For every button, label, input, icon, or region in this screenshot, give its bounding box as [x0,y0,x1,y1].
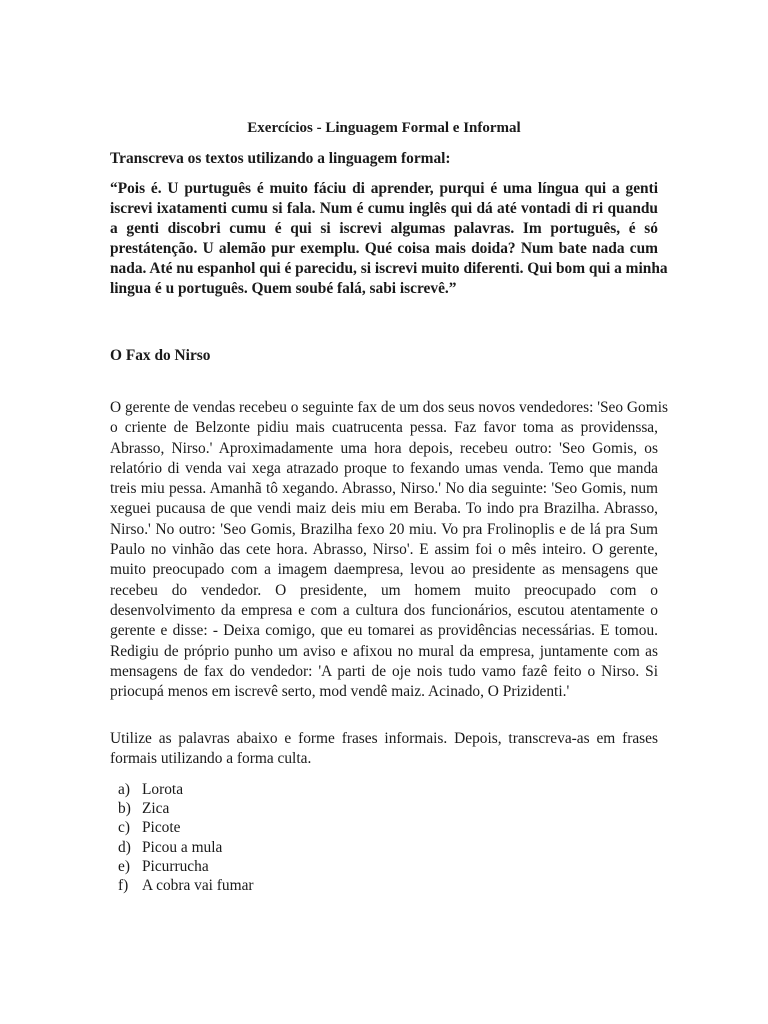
list-item [110,838,254,857]
list-marker: f) [118,877,129,895]
list-item [110,876,254,895]
story-line: Redigiu de próprio punho um aviso e afixou no mural da empresa, juntamente com as [110,642,658,660]
quote-line: nada. Até nu espanhol qui é parecidu, si iscrevi muito diferenti. Qui bom qui a minha [110,260,668,277]
list-item-text: Picou a mula [142,838,223,856]
instruction-line: formais utilizando a forma culta. [110,750,312,767]
list-item-text: A cobra vai fumar [142,877,254,895]
story-line: muito preocupado com a imagem daempresa, levou ao presidente as mensagens que [110,561,658,579]
story-line: gerente e disse: - Deixa comigo, que eu tomarei as providências necessárias. E tomou. [110,622,658,640]
story-line: Abrasso, Nirso.' Aproximadamente uma hora depois, recebeu outro: 'Seo Gomis, os [110,439,658,457]
list-item [110,780,254,799]
quote-line: a genti discobri cumu é qui si iscrevi algumas palavras. Im português, é só [110,220,658,237]
list-item [110,818,254,837]
quote-line: iscrevi ixatamenti cumu si fala. Num é cumu inglês qui dá até vontadi di ri quandu [110,200,658,217]
story-line: mensagens de fax do vendedor: 'A parti de oje nois tudo vamo fazê feito o Nirso. Si [110,662,658,680]
story-line: desenvolvimento da empresa e com a cultura dos funcionários, escutou atentamente o [110,601,658,619]
story-line: Nirso.' No outro: 'Seo Gomis, Brazilha fexo 20 miu. Vo pra Frolinoplis e de lá pra Sum [110,520,658,538]
page-title: Exercícios - Linguagem Formal e Informal [247,120,521,136]
quote-line: “Pois é. U purtuguês é muito fáciu di aprender, purqui é uma língua qui a genti [110,180,658,197]
story-line: o criente de Belzonte pidiu mais cuatrucenta pessa. Faz favor toma as providenssa, [110,419,658,437]
list-marker: b) [118,800,131,818]
story-line: recebeu do vendedor. O presidente, um homem muito preocupado com o [110,581,658,599]
story-line: priocupá menos em iscrevê serto, mod vendê maiz. Acinado, O Prizidenti.' [110,683,570,701]
quote-line: lingua é u português. Quem soubé falá, sabi iscrevê.” [110,280,457,297]
story-line: xeguei pucausa de que vendi maiz deis miu em Beraba. To indo pra Brazilha. Abrasso, [110,500,658,518]
story-line: O gerente de vendas recebeu o seguinte fax de um dos seus novos vendedores: 'Seo Gomis [110,399,668,416]
list-marker: d) [118,838,131,856]
list-item [110,799,254,818]
list-item-text: Zica [142,800,170,818]
list-marker: e) [118,857,130,875]
story-line: relatório di venda vai xega atrazado proque to fexando umas venda. Temo que manda [110,459,658,477]
list-item-text: Picote [142,819,181,837]
story-line: treis miu pessa. Amanhã tô xegando. Abrasso, Nirso.' No dia seguinte: 'Seo Gomis, num [110,480,658,498]
list-marker: c) [118,819,130,837]
section-title: O Fax do Nirso [110,347,211,364]
list-item [110,857,254,876]
instruction-line: Utilize as palavras abaixo e forme frases informais. Depois, transcreva-as em frases [110,730,658,747]
instruction-words [110,729,658,769]
list-item-text: Lorota [142,781,184,798]
word-list [110,780,254,895]
fax-story [110,398,668,702]
list-marker: a) [118,781,130,798]
list-item-text: Picurrucha [142,857,209,875]
story-line: Paulo no vinhão das cete hora. Abrasso, Nirso'. E assim foi o mês inteiro. O gerente, [110,541,658,559]
quote-line: prestátenção. U alemão pur exemplu. Qué coisa mais doida? Num bate nada cum [110,240,658,257]
instruction-transcribe: Transcreva os textos utilizando a linguagem formal: [110,150,451,167]
informal-quote [110,179,668,299]
